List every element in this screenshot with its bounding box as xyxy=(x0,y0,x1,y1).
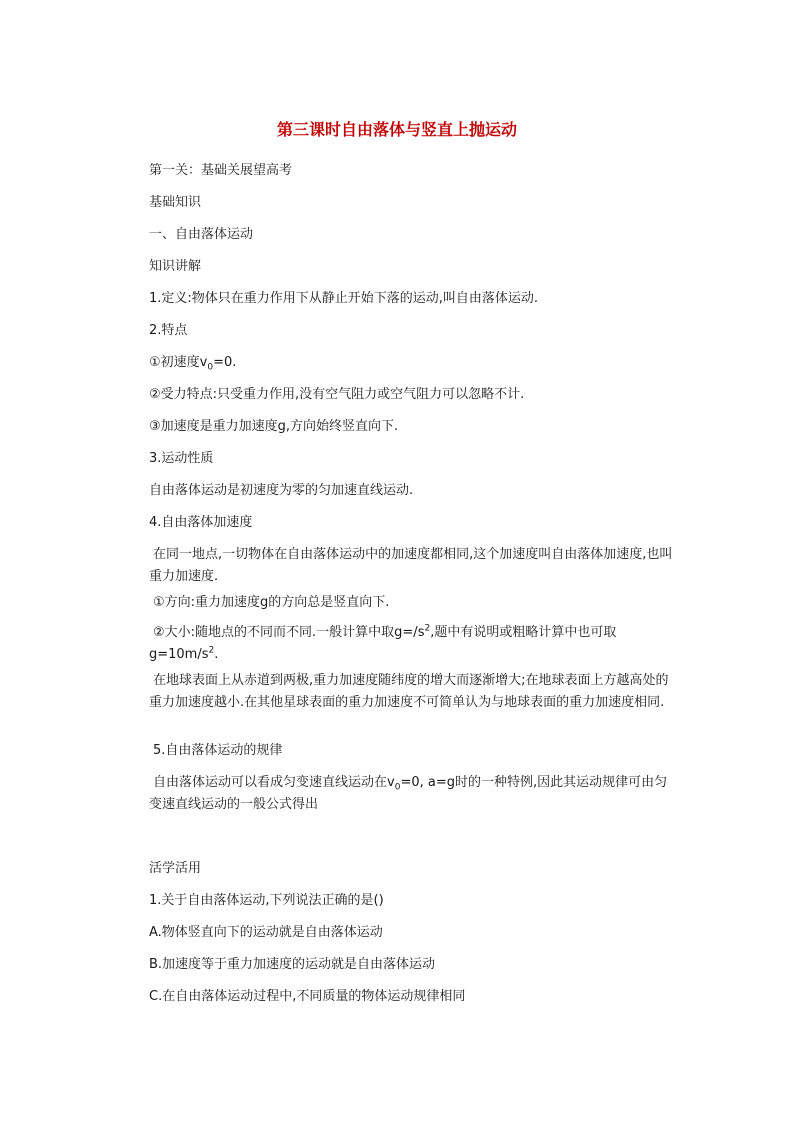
feature-acceleration: ③加速度是重力加速度g,方向始终竖直向下. xyxy=(149,419,399,434)
option-c: C.在自由落体运动过程中,不同质量的物体运动规律相同 xyxy=(149,989,466,1004)
feature-initial-velocity xyxy=(149,354,236,372)
motion-nature-heading: 3.运动性质 xyxy=(149,451,214,466)
superscript: 2 xyxy=(208,645,215,656)
text-segment: ②大小:随地点的不同而不同.一般计算中取g=/s xyxy=(153,625,425,640)
feature-force: ②受力特点:只受重力作用,没有空气阻力或空气阻力可以忽略不计. xyxy=(149,387,525,402)
question-1: 1.关于自由落体运动,下列说法正确的是() xyxy=(149,893,384,908)
section-heading: 第一关：基础关展望高考 xyxy=(149,163,293,178)
subscript: 0 xyxy=(394,782,401,793)
section-title-free-fall: 一、自由落体运动 xyxy=(149,227,254,242)
definition-line: 1.定义:物体只在重力作用下从静止开始下落的运动,叫自由落体运动. xyxy=(149,291,539,306)
features-heading: 2.特点 xyxy=(149,323,188,338)
law-paragraph xyxy=(149,772,673,816)
subscript: 0 xyxy=(207,362,214,373)
magnitude-paragraph xyxy=(149,622,673,666)
text-segment: ①初速度v xyxy=(149,355,208,370)
practice-heading: 活学活用 xyxy=(149,861,202,876)
text-segment: ,题中有说明或粗略计算中也可取g=10m/s xyxy=(149,625,617,662)
text-segment: 自由落体运动可以看成匀变速直线运动在v xyxy=(153,775,395,790)
text-segment: =0, a=g时的一种特例,因此其运动规律可由匀变速直线运动的一般公式得出 xyxy=(149,775,668,812)
motion-nature-text: 自由落体运动是初速度为零的匀加速直线运动. xyxy=(149,483,414,498)
text-segment: =0. xyxy=(213,355,237,370)
law-heading: 5.自由落体运动的规律 xyxy=(153,743,283,758)
acceleration-heading: 4.自由落体加速度 xyxy=(149,515,253,530)
subheading-basics: 基础知识 xyxy=(149,195,202,210)
direction-line: ①方向:重力加速度g的方向总是竖直向下. xyxy=(153,595,390,610)
latitude-paragraph: 在地球表面上从赤道到两极,重力加速度随纬度的增大而逐渐增大;在地球表面上方越高处的重力加速度越小.在其他星球表面的重力加速度不可简单认为与地球表面的重力加速度相同. xyxy=(149,673,669,710)
superscript: 2 xyxy=(424,623,431,634)
acceleration-paragraph: 在同一地点,一切物体在自由落体运动中的加速度都相同,这个加速度叫自由落体加速度,也叫重力加速度. xyxy=(149,547,673,584)
option-a: A.物体竖直向下的运动就是自由落体运动 xyxy=(149,925,383,940)
option-b: B.加速度等于重力加速度的运动就是自由落体运动 xyxy=(149,957,436,972)
subheading-explanation: 知识讲解 xyxy=(149,259,202,274)
text-segment: . xyxy=(214,647,219,662)
page-title: 第三课时自由落体与竖直上抛运动 xyxy=(276,120,517,139)
